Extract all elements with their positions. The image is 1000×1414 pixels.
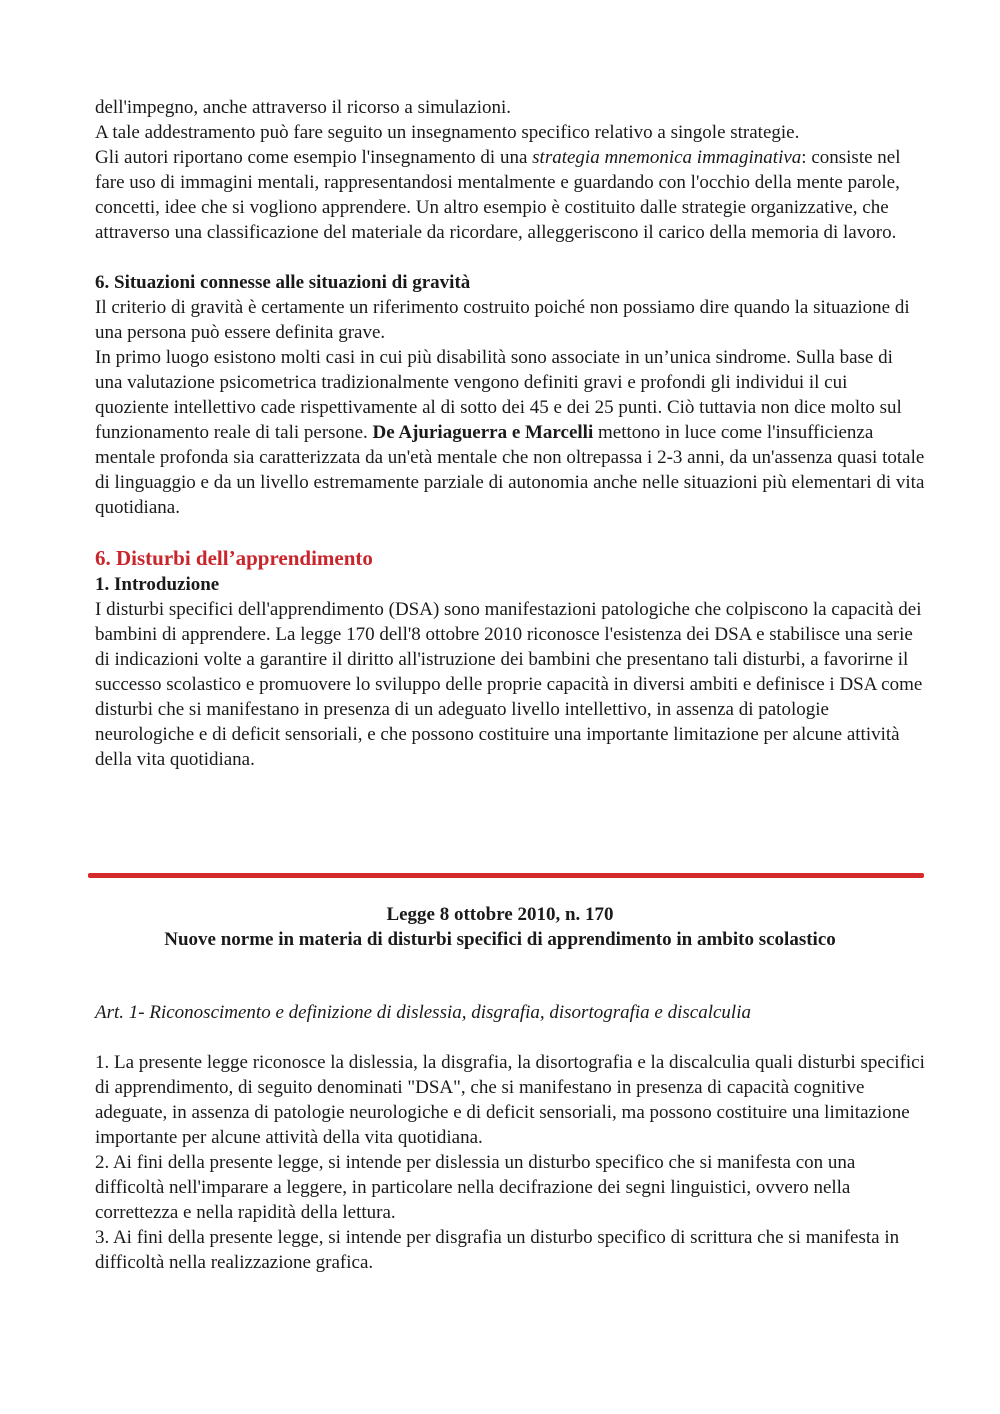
strategies-italic-term: strategia mnemonica immaginativa	[532, 147, 802, 168]
section-divider	[88, 873, 924, 878]
law-subtitle: Nuove norme in materia di disturbi specifici di apprendimento in ambito scolastico	[164, 929, 836, 950]
spacer	[95, 1025, 925, 1050]
law-item: 2. Ai fini della presente legge, si intende per dislessia un disturbo specifico che si manifesta con una difficoltà nell'imparare a leggere, in particolare nella decifrazione dei segni linguistici, ovvero nella correttezza e nella rapidità della lettura.	[95, 1152, 856, 1223]
law-title: Legge 8 ottobre 2010, n. 170	[386, 904, 614, 925]
subheading-introduction: 1. Introduzione	[95, 574, 220, 595]
paragraph-dsa-introduction: I disturbi specifici dell'apprendimento (DSA) sono manifestazioni patologiche che colpiscono la capacità dei bambini di apprendere. La legge 170 dell'8 ottobre 2010 riconosce l'esistenza dei DSA e stabilisce una serie di indicazioni volte a garantire il diritto all'istruzione dei bambini che presentano tali disturbi, a favorirne il successo scolastico e promuovere lo sviluppo delle proprie capacità in diversi ambiti e definisce i DSA come disturbi che si manifestano in presenza di un adeguato livello intellettivo, in assenza di patologie neurologiche e di deficit sensoriali, e che possono costituire una importante limitazione per alcune attività della vita quotidiana.	[95, 599, 923, 770]
gravity-text-after: mettono in luce come l'insufficienza mentale profonda sia caratterizzata da un'età mentale che non oltrepassa i 2-3 anni, da un'assenza quasi totale di linguaggio e da un livello estremamente parziale di autonomia anche nelle situazioni più elementari di vita quotidiana.	[95, 422, 925, 518]
paragraph-training-line: A tale addestramento può fare seguito un insegnamento specifico relativo a singole strategie.	[95, 122, 800, 143]
article-heading	[95, 1000, 925, 1025]
gravity-text-before: In primo luogo esistono molti casi in cui più disabilità sono associate in un’unica sindrome. Sulla base di una valutazione psicometrica tradizionalmente vengono definiti gravi e profondi gli individui il cui quoziente intellettivo cade rispettivamente al di sotto dei 45 e dei 25 punti. Ciò tuttavia non dice molto sul funzionamento reale di tali persone.	[95, 347, 902, 443]
document-page	[95, 95, 925, 772]
paragraph-gravity-criterion: Il criterio di gravità è certamente un riferimento costruito poiché non possiamo dire quando la situazione di una persona può essere definita grave.	[95, 297, 910, 343]
strategies-text-before: Gli autori riportano come esempio l'insegnamento di una	[95, 147, 533, 168]
paragraph-strategies	[95, 145, 925, 245]
chapter-heading: 6. Disturbi dell’apprendimento	[95, 546, 373, 570]
paragraph-gravity-details	[95, 345, 925, 520]
section-heading-gravity: 6. Situazioni connesse alle situazioni di gravità	[95, 272, 471, 293]
spacer	[95, 520, 925, 545]
law-item: 3. Ai fini della presente legge, si intende per disgrafia un disturbo specifico di scrittura che si manifesta in difficoltà nella realizzazione grafica.	[95, 1227, 900, 1273]
law-body	[95, 1000, 925, 1275]
law-item: 1. La presente legge riconosce la dislessia, la disgrafia, la disortografia e la discalculia quali disturbi specifici di apprendimento, di seguito denominati "DSA", che si manifestano in presenza di capacità cognitive adeguate, in assenza di patologie neurologiche e di deficit sensoriali, ma possono costituire una limitazione importante per alcune attività della vita quotidiana.	[95, 1052, 925, 1148]
law-title-block	[95, 902, 905, 952]
strategies-text-after: : consiste nel fare uso di immagini mentali, rappresentandosi mentalmente e guardando con l'occhio della mente parole, concetti, idee che si vogliono apprendere. Un altro esempio è costituito dalle strategie organizzative, che attraverso una classificazione del materiale da ricordare, alleggeriscono il carico della memoria di lavoro.	[95, 147, 901, 243]
article-heading-text: Art. 1- Riconoscimento e definizione di dislessia, disgrafia, disortografia e discalculia	[95, 1002, 751, 1023]
spacer	[95, 245, 925, 270]
paragraph-simulation-line: dell'impegno, anche attraverso il ricorso a simulazioni.	[95, 97, 512, 118]
gravity-bold-authors: De Ajuriaguerra e Marcelli	[372, 422, 594, 443]
